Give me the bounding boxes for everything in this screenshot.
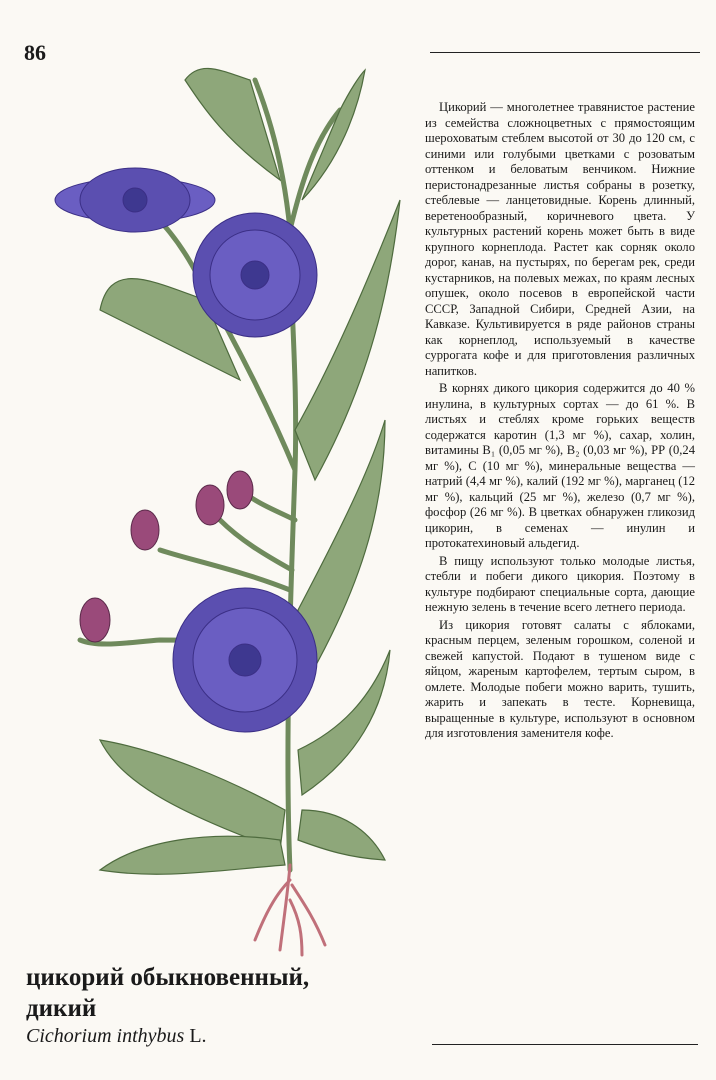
page-number: 86 bbox=[24, 40, 46, 65]
latin-binomial: Cichorium inthybus bbox=[26, 1025, 185, 1047]
paragraph-description: Цикорий — многолетнее травянистое растение из семейства сложноцветных с прямостоящим шероховатым стеблем высотой от 30 до 120 см, с синими или голубыми цветками с розоватым оттенком и беловатым венчиком. Нижние перистонадрезанные листья собраны в розетку, стеблевые — ланцетовидные. Корень длинный, веретенообразный, коричневого цвета. У культурных растений корень может быть в виде крупного корнеплода. Растет как сорняк около дорог, канав, на пустырях, по берегам рек, среди кустарников, на полевых межах, по краям лесных опушек, около посевов в европейской части СССР, Западной Сибири, Средней Азии, на Кавказе. Культивируется в ряде районов страны как корнеплод, используемый в качестве суррогата кофе и для приготовления различных напитков. bbox=[425, 100, 695, 378]
bud bbox=[227, 471, 253, 509]
latin-author: L. bbox=[189, 1025, 207, 1047]
top-rule bbox=[430, 52, 700, 53]
root bbox=[255, 865, 325, 955]
article-text bbox=[425, 100, 695, 744]
plant-title bbox=[26, 962, 406, 1024]
flower-top-left bbox=[55, 168, 215, 232]
chicory-illustration bbox=[40, 50, 420, 960]
paragraph-composition: В корнях дикого цикория содержится до 40 % инулина, в культурных сортах — до 61 %. В листьях и стеблях кроме горьких веществ содержатся каротин (1,3 мг %), сахар, холин, витамины В₁ (0,05 мг %), В₂ (0,03 мг %), РР (0,24 мг %), С (10 мг %), минеральные вещества — натрий (4,4 мг %), калий (192 мг %), марганец (12 мг %), кальций (25 мг %), железо (0,7 мг %), фосфор (26 мг %). В цветках обнаружен гликозид цикорин, в семенах — инулин и протокатехиновый альдегид. bbox=[425, 381, 695, 550]
latin-name bbox=[26, 1025, 207, 1048]
bud bbox=[131, 510, 159, 550]
bottom-rule bbox=[432, 1044, 698, 1045]
flower-bottom bbox=[173, 588, 317, 732]
plant-title-line2: дикий bbox=[26, 995, 97, 1022]
flower-middle bbox=[193, 213, 317, 337]
paragraph-recipes: Из цикория готовят салаты с яблоками, красным перцем, зеленым горошком, соленой и свежей капустой. Подают в тушеном виде с яйцом, жареным картофелем, тертым сыром, в омлете. Молодые побеги можно варить, тушить, жарить и запекать в тесте. Корневища, выращенные в культуре, используют в основном для изготовления заменителя кофе. bbox=[425, 617, 695, 740]
bud bbox=[196, 485, 224, 525]
paragraph-usage: В пищу используют только молодые листья, стебли и побеги дикого цикория. Поэтому в культуре подбирают специальные сорта, дающие нежную зелень в течение всего летнего периода. bbox=[425, 553, 695, 614]
plant-title-line1: цикорий обыкновенный, bbox=[26, 964, 310, 991]
bud bbox=[80, 598, 110, 642]
